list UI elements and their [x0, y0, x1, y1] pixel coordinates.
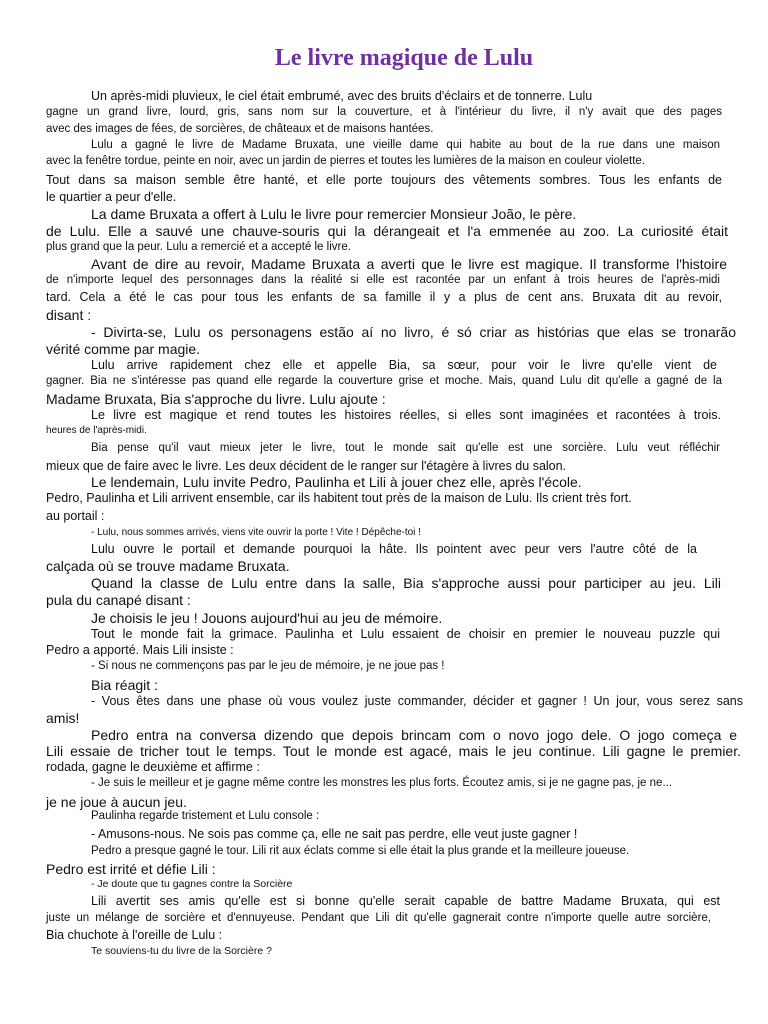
text-line: je ne joue à aucun jeu.	[46, 794, 187, 810]
text-line: rodada, gagne le deuxième et affirme :	[46, 760, 260, 774]
text-line: de Lulu. Elle a sauvé une chauve-souris qui la dérangeait et l'a emmenée au zoo. La curiosité était	[46, 223, 728, 239]
text-line: Paulinha regarde tristement et Lulu console :	[91, 810, 320, 822]
text-line: Avant de dire au revoir, Madame Bruxata a averti que le livre est magique. Il transforme l'histoire	[91, 256, 727, 272]
text-line: tard. Cela a été le cas pour tous les enfants de sa famille il y a plus de cent ans. Bruxata dit au revoir,	[46, 290, 722, 304]
text-line: Bia pense qu'il vaut mieux jeter le livre, tout le monde sait qu'elle est une sorcière. Lulu veut réfléchir	[91, 442, 720, 454]
text-line: de n'importe lequel des personnages dans la réalité si elle est racontée par un enfant à trois heures de l'après-midi	[46, 274, 720, 286]
text-line: La dame Bruxata a offert à Lulu le livre pour remercier Monsieur João, le père.	[91, 206, 577, 222]
text-line: plus grand que la peur. Lulu a remercié et a accepté le livre.	[46, 241, 351, 253]
text-line: Madame Bruxata, Bia s'approche du livre. Lulu ajoute :	[46, 391, 386, 407]
text-line: pula du canapé disant :	[46, 592, 191, 608]
text-line: Pedro, Paulinha et Lili arrivent ensemble, car ils habitent tout près de la maison de Lulu. Ils crient très fort.	[46, 491, 632, 505]
text-line: le quartier a peur d'elle.	[46, 190, 177, 204]
text-line: Quand la classe de Lulu entre dans la salle, Bia s'approche aussi pour participer au jeu. Lili	[91, 575, 721, 591]
text-line: Bia chuchote à l'oreille de Lulu :	[46, 928, 223, 942]
text-line: Bia réagit :	[91, 677, 158, 693]
text-line: Tout dans sa maison semble être hanté, et elle porte toujours des vêtements sombres. Tous les enfants de	[46, 173, 722, 187]
text-line: Lili avertit ses amis qu'elle est si bonne qu'elle serait capable de battre Madame Bruxata, qui est	[91, 894, 720, 908]
text-line: Je choisis le jeu ! Jouons aujourd'hui au jeu de mémoire.	[91, 610, 443, 626]
text-line: Pedro a presque gagné le tour. Lili rit aux éclats comme si elle était la plus grande et la meilleure joueuse.	[91, 845, 630, 857]
text-line: gagner. Bia ne s'intéresse pas quand elle regarde la couverture grise et moche. Mais, quand Lulu dit qu'elle a gagné de la	[46, 375, 722, 387]
text-line: amis!	[46, 710, 80, 726]
text-line: juste un mélange de sorcière et d'ennuyeuse. Pendant que Lili dit qu'elle gagnerait contre n'importe quelle autre sorcière,	[46, 912, 711, 924]
text-line: Pedro a apporté. Mais Lili insiste :	[46, 643, 234, 657]
document-title: Le livre magique de Lulu	[274, 45, 534, 71]
text-line: au portail :	[46, 509, 105, 523]
text-line: calçada où se trouve madame Bruxata.	[46, 558, 290, 574]
text-line: Lulu ouvre le portail et demande pourquoi la hâte. Ils pointent avec peur vers l'autre côté de la	[91, 542, 697, 556]
text-line: disant :	[46, 307, 92, 323]
text-line: - Amusons-nous. Ne sois pas comme ça, elle ne sait pas perdre, elle veut juste gagner !	[91, 827, 578, 841]
text-line: - Je suis le meilleur et je gagne même contre les monstres les plus forts. Écoutez amis, si je ne gagne pas, je ne...	[91, 777, 673, 789]
text-line: gagne un grand livre, lourd, gris, sans nom sur la couverture, et à l'intérieur du livre, il n'y avait que des pages	[46, 106, 722, 118]
text-line: Pedro est irrité et défie Lili :	[46, 861, 216, 877]
text-line: Le livre est magique et rend toutes les histoires réelles, si elles sont imaginées et racontées à trois.	[91, 408, 721, 422]
text-line: Pedro entra na conversa dizendo que depois brincam com o novo jogo dele. O jogo começa e	[91, 727, 737, 743]
text-line: Tout le monde fait la grimace. Paulinha et Lulu essaient de choisir en premier le nouveau puzzle qui	[91, 627, 720, 641]
text-line: Lili essaie de tricher tout le temps. Tout le monde est agacé, mais le jeu continue. Lili gagne le premier.	[46, 743, 741, 759]
text-line: - Divirta-se, Lulu os personagens estão aí no livro, é só criar as histórias que elas se tronarão	[91, 324, 736, 340]
text-line: avec des images de fées, de sorcières, de châteaux et de maisons hantées.	[46, 123, 434, 135]
text-line: Lulu arrive rapidement chez elle et appelle Bia, sa sœur, pour voir le livre qu'elle vient de	[91, 358, 717, 372]
text-line: Un après-midi pluvieux, le ciel était embrumé, avec des bruits d'éclairs et de tonnerre. Lulu	[91, 89, 593, 103]
text-line: avec la fenêtre tordue, peinte en noir, avec un jardin de pierres et toutes les lumières de la maison en couleur violette.	[46, 155, 645, 167]
text-line: Te souviens-tu du livre de la Sorcière ?	[91, 945, 272, 957]
text-line: - Vous êtes dans une phase où vous voulez juste commander, décider et gagner ! Un jour, vous serez sans	[91, 694, 743, 708]
text-line: - Je doute que tu gagnes contre la Sorcière	[91, 878, 293, 890]
text-line: Lulu a gagné le livre de Madame Bruxata, une vieille dame qui habite au bout de la rue dans une maison	[91, 139, 720, 151]
text-line: vérité comme par magie.	[46, 341, 201, 357]
text-line: - Si nous ne commençons pas par le jeu de mémoire, je ne joue pas !	[91, 660, 445, 672]
text-line: Le lendemain, Lulu invite Pedro, Paulinha et Lili à jouer chez elle, après l'école.	[91, 474, 582, 490]
text-line: mieux que de faire avec le livre. Les deux décident de le ranger sur l'étagère à livres du salon.	[46, 459, 567, 473]
text-line: - Lulu, nous sommes arrivés, viens vite ouvrir la porte ! Vite ! Dépêche-toi !	[91, 527, 421, 538]
text-line: heures de l'après-midi.	[46, 425, 147, 436]
